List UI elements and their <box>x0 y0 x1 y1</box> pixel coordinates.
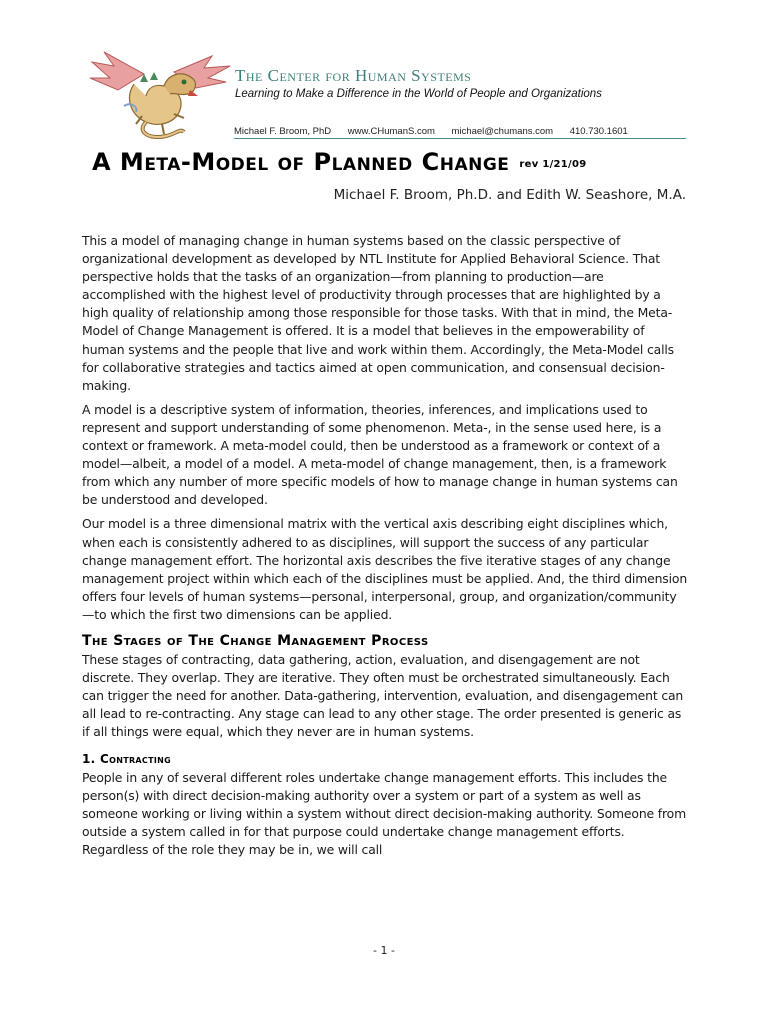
intro-paragraph: This a model of managing change in human systems based on the classic perspective of organizational development as developed by NTL Institute for Applied Behavioral Science. That perspective holds that the tasks of an organization—from planning to production—are accomplished with the highest level of productivity through processes that are highlighted by a high quality of relationship among those responsible for those tasks. With that in mind, the Meta-Model of Change Management is offered. It is a model that believes in the empowerability of human systems and the people that live and work within them. Accordingly, the Meta-Model calls for collaborative strategies and tactics aimed at open communication, and consensual decision-making. <box>82 233 674 393</box>
page-number: - 1 - <box>373 944 395 957</box>
dragon-icon <box>84 44 234 144</box>
authors-line: Michael F. Broom, Ph.D. and Edith W. Seashore, M.A. <box>333 187 686 203</box>
matrix-paragraph: Our model is a three dimensional matrix with the vertical axis describing eight disciplines which, when each is consistently adhered to as disciplines, will support the success of any particular change management effort. The horizontal axis describes the five iterative stages of any change management project within which each of the disciplines must be applied. And, the third dimension offers four levels of human systems—personal, interpersonal, group, and organization/community—to which the first two dimensions can be applied. <box>82 516 688 622</box>
organization-tagline: Learning to Make a Difference in the World of People and Organizations <box>235 88 602 100</box>
document-body <box>82 232 688 865</box>
section-heading: The Stages of The Change Management Process <box>82 632 429 649</box>
model-definition-paragraph: A model is a descriptive system of information, theories, inferences, and implications used to represent and support understanding of some phenomenon. Meta-, in the sense used here, is a context or framework. A meta-model could, then be understood as a framework or context of a model—albeit, a model of a model. A meta-model of change management, then, is a framework from which any number of more specific models of how to manage change in human systems can be understood and developed. <box>82 401 678 508</box>
contact-website[interactable]: www.CHumanS.com <box>347 126 435 137</box>
document-title-text: A Meta-Model of Planned Change <box>92 148 510 176</box>
contact-email[interactable]: michael@chumans.com <box>451 126 554 137</box>
document-title <box>92 148 587 176</box>
contact-line <box>234 126 642 137</box>
contracting-paragraph: People in any of several different roles undertake change management efforts. This includes the person(s) with direct decision-making authority over a system or part of a system as well as someone working or living within a system without direct decision-making authority. Someone from outside a system called in for that purpose could undertake change management efforts. Regardless of the role they may be in, we will call <box>82 769 687 857</box>
contact-phone: 410.730.1601 <box>569 126 628 137</box>
header-divider <box>234 138 686 139</box>
subsection-heading: 1. Contracting <box>82 751 171 766</box>
organization-name: The Center for Human Systems <box>235 66 472 85</box>
revision-label: rev 1/21/09 <box>519 159 587 170</box>
contact-name: Michael F. Broom, PhD <box>234 126 332 137</box>
stages-paragraph: These stages of contracting, data gathering, action, evaluation, and disengagement are not discrete. They overlap. They are iterative. They often must be orchestrated simultaneously. Each can trigger the need for another. Data-gathering, intervention, evaluation, and disengagement can all lead to re-contracting. Any stage can lead to any other stage. The order presented is generic as if all things were equal, which they never are in human systems. <box>82 652 684 740</box>
